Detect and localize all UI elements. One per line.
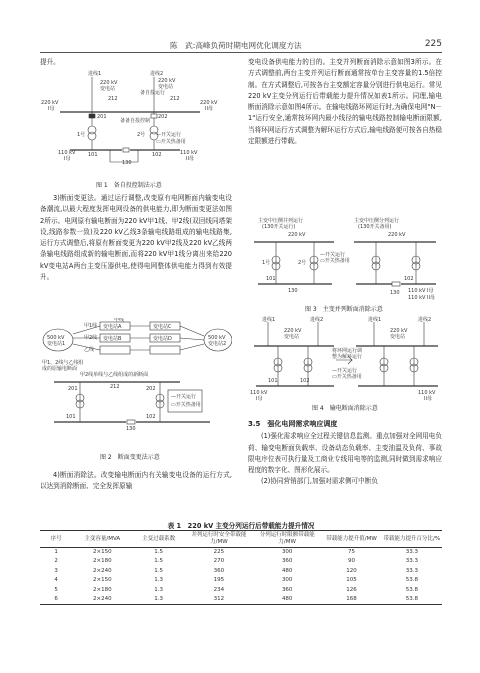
- table-header-cell: 序号: [40, 531, 72, 548]
- table-cell: 2×240: [72, 595, 132, 605]
- table-cell: 1: [54, 549, 58, 555]
- page-number: 225: [424, 39, 442, 49]
- left-column-bottom: [40, 470, 232, 493]
- table-cell: 360: [213, 567, 225, 574]
- table-cell: 234: [213, 586, 225, 593]
- fig1-label: 130: [122, 160, 132, 166]
- figure-1-diagram: [40, 70, 232, 178]
- running-title: 陈 武:高峰负荷时期电网优化调度方法: [170, 41, 302, 50]
- table-cell: 300: [281, 549, 293, 555]
- fig4-label: ▭开关热备用: [332, 374, 362, 380]
- fig1-label: 212: [170, 96, 180, 102]
- fig3-label: 110 kV II母: [408, 295, 435, 301]
- figure-3-diagram: [248, 216, 442, 302]
- fig1-label: 220 kV: [41, 100, 59, 106]
- paragraph-section-change: 3)断面变更法。通过运行调整,改变原有电网断面内输变电设备潮流,以最大程度发挥电网设备的供电能力,即为断面变更法如图2所示。电网原有输电断面为220 kV甲1线、甲2线(双回线同塔架设,线路参数一致)及220 kV乙线3条输电线路组成的输电线路集,运行方式调整后,将原有断面变更为220 kV甲2线及220 kV乙线两条输电线路组成新的输电断面,而将220 kV甲1线分离出来给220 kV变电站A两台主变压器供电,使得电网整体供电能力得到有效提升。: [40, 194, 232, 282]
- figure-3-caption: 图 3 主变并列断面消除示意: [305, 306, 383, 313]
- fig3-label: (130开关备用): [358, 224, 392, 230]
- table-cell: 33.3: [405, 549, 418, 555]
- fig4-label: 进线2: [310, 317, 324, 323]
- fig2-label: 甲线: [114, 318, 125, 323]
- table-header-cell: 并列运行时安全带载能力/MW: [185, 531, 253, 548]
- fig4-label: I母: [256, 396, 263, 402]
- fig2-label: 甲2线: [84, 335, 98, 341]
- fig1-label: 变电站: [100, 86, 116, 92]
- figure-1-caption: 图 1 备自投控制法示意: [96, 182, 162, 189]
- right-column-bottom: [248, 416, 442, 488]
- table-cell: 2×180: [93, 558, 112, 565]
- fig2-label: 变电站D: [153, 336, 172, 342]
- table-cell: 360: [281, 558, 293, 565]
- fig3-label: (130开关运行): [262, 224, 296, 230]
- paragraph-monitoring: (1)强化需求响应全过程关键信息监测。重点加强对全网用电负荷、输变电断面负载率、设备动态负载率、主变油温及负荷、事故限电序位表可执行量及工商业专线用电等的监测,同时做到需求响应程度的数字化、图形化展示。: [248, 432, 442, 475]
- fig2-label: 变电站1: [47, 341, 66, 347]
- table-cell: 126: [346, 586, 357, 593]
- fig2-label: 202: [146, 386, 156, 392]
- table-cell: 33.3: [405, 558, 418, 565]
- table-cell: 53.8: [405, 577, 418, 584]
- intro-text: 提升。: [40, 58, 60, 66]
- fig1-label: 110 kV: [180, 150, 198, 156]
- fig1-label: II母: [205, 106, 213, 112]
- fig2-label: 212: [110, 384, 120, 390]
- figure-2-diagram: [40, 318, 232, 450]
- table-cell: 4: [54, 577, 58, 584]
- fig3-label: 110 kV I母: [408, 288, 434, 294]
- table-cell: 3: [54, 567, 58, 574]
- fig1-label: 变电站: [158, 84, 174, 90]
- table-cell: 90: [348, 558, 355, 565]
- fig2-label: 乙线: [84, 347, 95, 353]
- table-cell: 2: [54, 558, 58, 565]
- fig4-label: 变电站: [284, 334, 300, 340]
- table-cell: 270: [213, 558, 225, 565]
- fig1-label: 进线1: [88, 71, 102, 77]
- fig4-label: 110 kV: [418, 390, 436, 396]
- table-cell: 33.3: [405, 567, 418, 574]
- fig2-label: 102: [146, 414, 156, 420]
- table-1-title: 表 1 220 kV 主变分列运行后带载能力提升情况: [167, 522, 315, 530]
- fig1-label: II母: [186, 156, 194, 162]
- fig3-label: 主变中压侧分列运行: [354, 218, 400, 224]
- table-header-cell: 带载能力提升值/MW: [321, 531, 381, 548]
- table-cell: 2×150: [93, 577, 112, 584]
- fig1-label: 212: [108, 96, 118, 102]
- fig4-label: 220 kV: [390, 328, 408, 334]
- table-cell: 1.3: [154, 577, 163, 584]
- fig3-label: 220 kV: [288, 232, 306, 238]
- fig1-label: 220 kV: [100, 80, 118, 86]
- fig4-label: 102: [300, 378, 310, 384]
- fig4-label: II母: [424, 396, 432, 402]
- fig2-label: 变电站2: [208, 341, 227, 347]
- table-cell: 225: [213, 549, 225, 555]
- fig2-label: —开关运行: [171, 394, 197, 400]
- table-cell: 1.3: [154, 586, 163, 593]
- fig4-label: 进线2: [418, 317, 432, 323]
- figure-4-caption: 图 4 输电断面消除示意: [312, 405, 378, 412]
- fig3-label: 101: [266, 276, 276, 282]
- fig1-label: 102: [152, 152, 162, 158]
- fig1-label: 进线2: [150, 71, 164, 77]
- fig1-label: 101: [88, 152, 98, 158]
- fig2-label: 变电站B: [103, 336, 122, 342]
- fig3-label: 220 kV: [388, 232, 406, 238]
- fig1-label: 201: [97, 114, 107, 120]
- fig2-label: 甲2线单线与乙线组成的新断面: [80, 372, 149, 378]
- fig2-label: 甲1线: [84, 323, 98, 329]
- table-row: [40, 548, 442, 558]
- fig2-label: ▭开关热备用: [171, 402, 201, 408]
- right-column-top: [248, 57, 442, 147]
- table-header-cell: 带载能力提升百分比/%: [382, 531, 442, 548]
- fig4-label: 110 kV: [250, 390, 268, 396]
- fig1-label: 220 kV: [158, 78, 176, 84]
- fig2-label: 130: [126, 426, 136, 432]
- fig1-label: ▭开关热备用: [156, 139, 186, 145]
- fig3-label: 1号: [262, 260, 271, 266]
- table-cell: 480: [253, 595, 321, 605]
- table-cell: 2×180: [93, 586, 112, 593]
- fig4-label: 220 kV: [284, 328, 302, 334]
- table-cell: 53.8: [382, 595, 442, 605]
- table-row: [40, 557, 442, 566]
- table-header-row: [40, 531, 442, 548]
- table-cell: 5: [54, 586, 58, 593]
- table-row: [40, 567, 442, 576]
- fig1-label: 202: [158, 114, 168, 120]
- fig1-label: I母: [64, 156, 71, 162]
- fig4-label: 整为解环运行: [332, 354, 363, 360]
- table-cell: 1.3: [132, 595, 184, 605]
- fig3-label: 主变中压侧并列运行: [258, 218, 304, 224]
- fig2-label: 甲1、2线与乙线组: [42, 360, 84, 366]
- fig4-label: 变电站: [390, 334, 406, 340]
- table-header-cell: 主变容量/MVA: [72, 531, 132, 548]
- fig2-label: 变电站A: [103, 324, 122, 330]
- fig2-label: 201: [68, 386, 78, 392]
- fig1-label: 备自投运行: [140, 90, 166, 96]
- fig4-label: 101: [268, 378, 278, 384]
- fig1-label: 220 kV: [200, 100, 218, 106]
- fig2-label: 变电站C: [153, 324, 172, 330]
- table-cell: 75: [348, 549, 355, 555]
- table-cell: 2×150: [93, 549, 112, 555]
- fig3-label: ▭开关热备用: [320, 258, 350, 264]
- fig1-label: —开关运行: [156, 132, 182, 138]
- table-cell: 2×240: [93, 567, 112, 574]
- table-cell: 300: [281, 577, 293, 584]
- paragraph-section-removal: 4)断面消除法。改变输电断面内有关输变电设备的运行方式,以达到消除断面、完全发挥原输: [40, 471, 232, 491]
- fig3-label: 130: [288, 288, 298, 294]
- table-row: [40, 576, 442, 585]
- figure-4-diagram: [248, 316, 442, 402]
- table-cell: 480: [281, 567, 293, 574]
- fig1-label: 1号: [77, 132, 86, 138]
- fig4-label: 进线1: [368, 317, 382, 323]
- fig3-label: 130: [390, 290, 400, 296]
- table-cell: 53.8: [405, 586, 418, 593]
- header-rule: [40, 52, 442, 53]
- table-cell: 312: [185, 595, 253, 605]
- table-cell: 360: [281, 586, 293, 593]
- fig4-label: 将环网运行调: [332, 348, 363, 354]
- table-cell: 1.5: [154, 567, 163, 574]
- left-column-top: [40, 57, 232, 68]
- table-cell: 120: [346, 567, 357, 574]
- fig3-label: 2号: [298, 260, 307, 266]
- section-heading: 3.5 强化电网需求响应调度: [248, 420, 338, 428]
- table-row: [40, 595, 442, 605]
- fig4-label: —开关运行: [332, 368, 358, 374]
- table-header-cell: 主变过载系数: [132, 531, 184, 548]
- fig3-label: 102: [404, 276, 414, 282]
- table-cell: 6: [40, 595, 72, 605]
- table-cell: 1.5: [154, 558, 163, 565]
- fig2-label: 500 kV: [47, 335, 65, 341]
- paragraph-continued: 变电设备供电能力的目的。主变并列断面消除示意如图3所示。在方式调整前,两台主变并列运行断面通常按单台主变容量的1.5倍控制。在方式调整后,可按各台主变额定容量分别进行供电运行。常见220 kV主变分列运行后带载能力提升情况如表1所示。同理,输电断面消除示意如图4所示。在输电线路环网运行时,为确保电网"N－1"运行安全,通常按环网内最小线径的输电线路控制输电断面限额,当将环网运行方式调整为解环运行方式后,输电线路便可按各自热稳定限额进行带载。: [248, 58, 442, 146]
- fig1-label: 备备自投控制: [120, 118, 151, 124]
- fig1-label: I母: [48, 106, 55, 112]
- fig1-label: 110 kV: [58, 150, 76, 156]
- table-row: [40, 586, 442, 595]
- figure-2-caption: 图 2 断面变更法示意: [100, 454, 160, 461]
- fig1-label: 2号: [137, 132, 146, 138]
- table-cell: 105: [346, 577, 357, 584]
- fig4-label: 进线1: [262, 317, 276, 323]
- table-cell: 168: [321, 595, 381, 605]
- table-cell: 1.5: [154, 549, 163, 555]
- fig2-label: 成的原输电断面: [42, 366, 78, 372]
- fig2-label: 101: [66, 414, 76, 420]
- paragraph-coordination: (2)协同营销部门,加强对需求侧可中断负: [261, 477, 378, 486]
- fig2-label: 500 kV: [208, 335, 226, 341]
- left-column-mid: [40, 193, 232, 283]
- table-cell: 195: [213, 577, 225, 584]
- fig3-label: —开关运行: [320, 252, 346, 258]
- page-header: [40, 40, 442, 52]
- table-1: [40, 530, 442, 605]
- table-header-cell: 分列运行时限额带载能力/MW: [253, 531, 321, 548]
